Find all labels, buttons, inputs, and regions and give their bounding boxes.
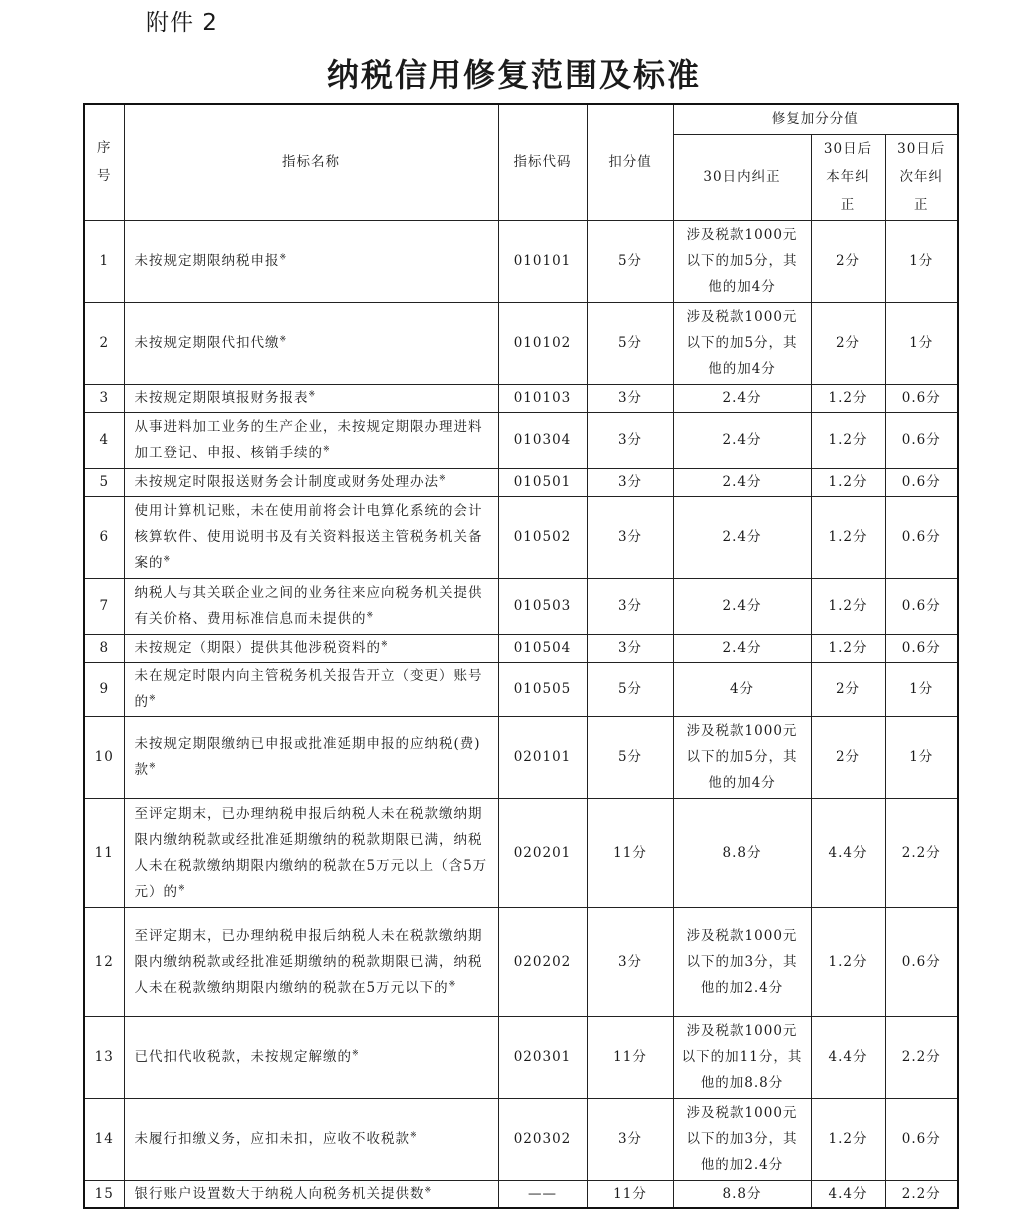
row-this-year: 1.2分 — [811, 634, 885, 662]
row-seq: 9 — [84, 662, 124, 716]
row-deduct: 5分 — [587, 220, 673, 302]
row-deduct: 3分 — [587, 578, 673, 634]
row-seq: 8 — [84, 634, 124, 662]
row-indicator-name — [124, 468, 498, 496]
table-row — [84, 634, 958, 662]
row-indicator-name — [124, 412, 498, 468]
row-seq: 15 — [84, 1180, 124, 1208]
reference-mark: ※ — [323, 444, 331, 454]
table-body — [84, 220, 958, 1208]
reference-mark: ※ — [279, 252, 288, 262]
row-indicator-name — [124, 1180, 498, 1208]
row-next-year: 1分 — [885, 716, 958, 798]
reference-mark: ※ — [410, 1130, 418, 1140]
table-row — [84, 496, 958, 578]
reference-mark: ※ — [308, 389, 317, 399]
row-next-year: 0.6分 — [885, 578, 958, 634]
row-indicator-name — [124, 716, 498, 798]
row-seq: 10 — [84, 716, 124, 798]
table-row — [84, 1180, 958, 1208]
row-within-30: 2.4分 — [673, 578, 811, 634]
row-indicator-text: 未按规定期限填报财务报表 — [134, 390, 309, 406]
table-row — [84, 578, 958, 634]
row-this-year: 1.2分 — [811, 468, 885, 496]
row-indicator-name — [124, 496, 498, 578]
row-seq: 4 — [84, 412, 124, 468]
row-within-30: 涉及税款1000元以下的加3分，其他的加2.4分 — [673, 1098, 811, 1180]
table-row — [84, 1098, 958, 1180]
repair-standards-table — [83, 103, 959, 1209]
table-row — [84, 907, 958, 1016]
row-this-year: 2分 — [811, 716, 885, 798]
row-seq: 6 — [84, 496, 124, 578]
table-row — [84, 716, 958, 798]
row-code: 010501 — [498, 468, 587, 496]
header-seq: 序号 — [84, 104, 124, 220]
row-within-30: 8.8分 — [673, 1180, 811, 1208]
row-seq: 2 — [84, 302, 124, 384]
row-code: 020302 — [498, 1098, 587, 1180]
row-indicator-text: 未在规定时限内向主管税务机关报告开立（变更）账号的 — [134, 668, 483, 710]
row-within-30: 2.4分 — [673, 384, 811, 412]
header-code: 指标代码 — [498, 104, 587, 220]
reference-mark: ※ — [149, 693, 157, 703]
reference-mark: ※ — [163, 554, 172, 564]
reference-mark: ※ — [424, 1185, 433, 1195]
row-within-30: 8.8分 — [673, 798, 811, 907]
row-code: 020201 — [498, 798, 587, 907]
row-within-30: 2.4分 — [673, 412, 811, 468]
row-indicator-name — [124, 634, 498, 662]
row-seq: 3 — [84, 384, 124, 412]
row-indicator-name — [124, 302, 498, 384]
row-code: 010504 — [498, 634, 587, 662]
row-deduct: 3分 — [587, 1098, 673, 1180]
row-this-year: 1.2分 — [811, 412, 885, 468]
row-indicator-text: 未履行扣缴义务，应扣未扣，应收不收税款 — [134, 1131, 410, 1147]
row-code: 010503 — [498, 578, 587, 634]
reference-mark: ※ — [439, 473, 447, 483]
header-repair-group: 修复加分分值 — [673, 104, 958, 134]
row-next-year: 0.6分 — [885, 1098, 958, 1180]
row-code: —— — [498, 1180, 587, 1208]
row-deduct: 3分 — [587, 907, 673, 1016]
row-indicator-text: 未按规定期限缴纳已申报或批准延期申报的应纳税(费)款 — [134, 736, 481, 778]
row-deduct: 3分 — [587, 468, 673, 496]
row-indicator-text: 至评定期末，已办理纳税申报后纳税人未在税款缴纳期限内缴纳税款或经批准延期缴纳的税款期限已满，纳税人未在税款缴纳期限内缴纳的税款在5万元以下的 — [134, 927, 483, 996]
row-indicator-text: 至评定期末，已办理纳税申报后纳税人未在税款缴纳期限内缴纳税款或经批准延期缴纳的税款期限已满，纳税人未在税款缴纳期限内缴纳的税款在5万元以上（含5万元）的 — [134, 805, 488, 900]
row-this-year: 2分 — [811, 220, 885, 302]
row-next-year: 0.6分 — [885, 384, 958, 412]
row-indicator-name — [124, 662, 498, 716]
row-code: 010304 — [498, 412, 587, 468]
row-indicator-text: 未按规定期限纳税申报 — [134, 253, 280, 269]
row-indicator-name — [124, 1016, 498, 1098]
row-deduct: 3分 — [587, 496, 673, 578]
row-seq: 1 — [84, 220, 124, 302]
row-next-year: 0.6分 — [885, 412, 958, 468]
row-this-year: 1.2分 — [811, 907, 885, 1016]
row-this-year: 2分 — [811, 302, 885, 384]
row-this-year: 4.4分 — [811, 798, 885, 907]
row-indicator-text: 银行账户设置数大于纳税人向税务机关提供数 — [134, 1185, 425, 1202]
row-within-30: 涉及税款1000元以下的加5分，其他的加4分 — [673, 302, 811, 384]
row-code: 020101 — [498, 716, 587, 798]
row-within-30: 涉及税款1000元以下的加5分，其他的加4分 — [673, 716, 811, 798]
page-title: 纳税信用修复范围及标准 — [326, 56, 701, 94]
row-code: 010502 — [498, 496, 587, 578]
row-within-30: 涉及税款1000元以下的加3分，其他的加2.4分 — [673, 907, 811, 1016]
row-deduct: 11分 — [587, 1180, 673, 1208]
row-next-year: 2.2分 — [885, 1180, 958, 1208]
table-row — [84, 468, 958, 496]
row-deduct: 5分 — [587, 302, 673, 384]
header-name: 指标名称 — [124, 104, 498, 220]
row-within-30: 2.4分 — [673, 468, 811, 496]
row-indicator-text: 使用计算机记账，未在使用前将会计电算化系统的会计核算软件、使用说明书及有关资料报送主管税务机关备案的 — [134, 503, 483, 571]
row-indicator-name — [124, 907, 498, 1016]
row-seq: 14 — [84, 1098, 124, 1180]
row-within-30: 4分 — [673, 662, 811, 716]
row-seq: 5 — [84, 468, 124, 496]
reference-mark: ※ — [448, 979, 457, 988]
row-this-year: 1.2分 — [811, 384, 885, 412]
row-indicator-text: 未按规定时限报送财务会计制度或财务处理办法 — [134, 474, 439, 490]
row-indicator-name — [124, 384, 498, 412]
row-seq: 11 — [84, 798, 124, 907]
row-code: 020202 — [498, 907, 587, 1016]
header-within-30-days: 30日内纠正 — [673, 134, 811, 220]
reference-mark: ※ — [366, 610, 375, 620]
row-within-30: 2.4分 — [673, 496, 811, 578]
row-indicator-name — [124, 578, 498, 634]
row-indicator-name — [124, 798, 498, 907]
header-after-30-next-year: 30日后次年纠正 — [885, 134, 958, 220]
row-deduct: 5分 — [587, 662, 673, 716]
row-next-year: 0.6分 — [885, 907, 958, 1016]
header-after-30-this-year: 30日后本年纠正 — [811, 134, 885, 220]
table-row — [84, 662, 958, 716]
row-within-30: 涉及税款1000元以下的加5分，其他的加4分 — [673, 220, 811, 302]
row-indicator-name — [124, 1098, 498, 1180]
reference-mark: ※ — [381, 639, 389, 649]
row-code: 020301 — [498, 1016, 587, 1098]
reference-mark: ※ — [279, 334, 288, 344]
row-next-year: 0.6分 — [885, 468, 958, 496]
row-deduct: 11分 — [587, 798, 673, 907]
table-row — [84, 384, 958, 412]
table-row — [84, 798, 958, 907]
row-indicator-text: 纳税人与其关联企业之间的业务往来应向税务机关提供有关价格、费用标准信息而未提供的 — [134, 585, 483, 627]
table-row — [84, 412, 958, 468]
row-next-year: 0.6分 — [885, 634, 958, 662]
row-code: 010102 — [498, 302, 587, 384]
row-seq: 12 — [84, 907, 124, 1016]
row-this-year: 2分 — [811, 662, 885, 716]
row-code: 010101 — [498, 220, 587, 302]
reference-mark: ※ — [149, 761, 157, 771]
row-seq: 13 — [84, 1016, 124, 1098]
row-deduct: 3分 — [587, 412, 673, 468]
table-row — [84, 302, 958, 384]
row-indicator-text: 未按规定（期限）提供其他涉税资料的 — [134, 640, 381, 656]
row-this-year: 4.4分 — [811, 1180, 885, 1208]
row-deduct: 3分 — [587, 634, 673, 662]
attachment-label: 附件 2 — [146, 10, 218, 36]
row-within-30: 涉及税款1000元以下的加11分，其他的加8.8分 — [673, 1016, 811, 1098]
row-code: 010505 — [498, 662, 587, 716]
table-row — [84, 1016, 958, 1098]
row-indicator-name — [124, 220, 498, 302]
row-deduct: 5分 — [587, 716, 673, 798]
table-row — [84, 220, 958, 302]
reference-mark: ※ — [178, 883, 186, 892]
row-next-year: 0.6分 — [885, 496, 958, 578]
row-deduct: 11分 — [587, 1016, 673, 1098]
row-next-year: 2.2分 — [885, 798, 958, 907]
row-indicator-text: 未按规定期限代扣代缴 — [134, 335, 280, 351]
row-indicator-text: 已代扣代收税款，未按规定解缴的 — [134, 1049, 352, 1065]
row-this-year: 1.2分 — [811, 578, 885, 634]
row-indicator-text: 从事进料加工业务的生产企业，未按规定期限办理进料加工登记、申报、核销手续的 — [134, 419, 483, 461]
row-this-year: 4.4分 — [811, 1016, 885, 1098]
row-seq: 7 — [84, 578, 124, 634]
row-this-year: 1.2分 — [811, 1098, 885, 1180]
row-next-year: 2.2分 — [885, 1016, 958, 1098]
row-within-30: 2.4分 — [673, 634, 811, 662]
row-code: 010103 — [498, 384, 587, 412]
row-this-year: 1.2分 — [811, 496, 885, 578]
row-next-year: 1分 — [885, 302, 958, 384]
row-next-year: 1分 — [885, 662, 958, 716]
header-deduct: 扣分值 — [587, 104, 673, 220]
row-deduct: 3分 — [587, 384, 673, 412]
reference-mark: ※ — [352, 1048, 360, 1058]
row-next-year: 1分 — [885, 220, 958, 302]
